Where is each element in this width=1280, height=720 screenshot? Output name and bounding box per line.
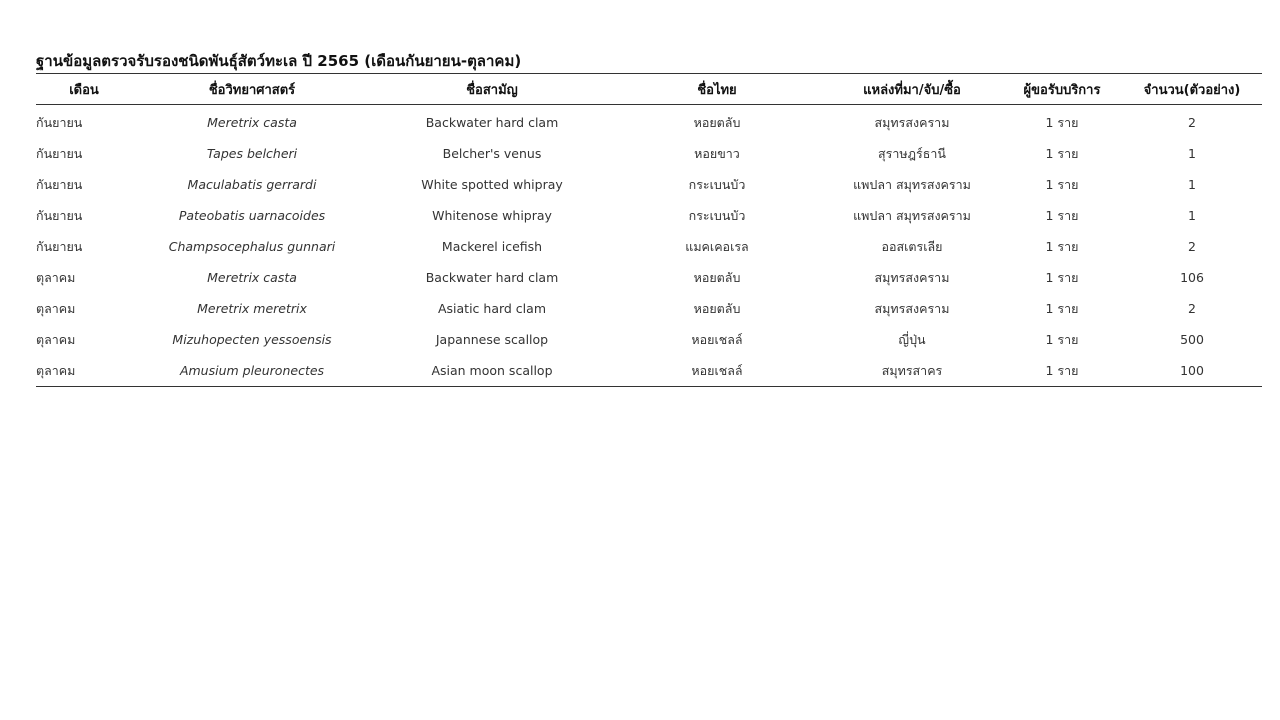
cell-thai-name: หอยเชลล์ [691,331,743,347]
header-row [36,74,1262,105]
table-row [36,324,1262,355]
cell-common-name: Backwater hard clam [425,115,559,130]
cell-thai-name: หอยเชลล์ [691,362,743,378]
cell-month: กันยายน [36,207,83,223]
cell-scientific-name: Meretrix casta [207,270,297,285]
table-row [36,231,1262,262]
cell-common-name: Asian moon scallop [431,363,553,378]
cell-thai-name: หอยตลับ [693,269,741,285]
table-row [36,293,1262,324]
cell-common-name: White spotted whipray [421,177,563,192]
table-body [36,105,1262,387]
cell-source: สมุทรสาคร [881,362,943,378]
header-scientific-name: ชื่อวิทยาศาสตร์ [208,82,296,98]
cell-requesters: 1 ราย [1045,207,1079,223]
cell-thai-name: หอยขาว [694,145,740,161]
cell-common-name: Mackerel icefish [441,239,543,254]
cell-source: ญี่ปุ่น [898,331,926,347]
cell-thai-name: กระเบนบัว [688,176,746,192]
cell-month: ตุลาคม [36,331,76,347]
cell-scientific-name: Champsocephalus gunnari [168,239,336,254]
cell-quantity: 1 [1188,208,1196,223]
cell-scientific-name: Mizuhopecten yessoensis [172,332,332,347]
cell-scientific-name: Meretrix meretrix [197,301,307,316]
cell-common-name: Asiatic hard clam [437,301,546,316]
cell-requesters: 1 ราย [1045,269,1079,285]
cell-quantity: 106 [1180,270,1204,285]
cell-quantity: 500 [1180,332,1204,347]
header-month: เดือน [69,82,99,98]
cell-quantity: 100 [1180,363,1204,378]
species-certification-table [36,73,1262,387]
cell-scientific-name: Pateobatis uarnacoides [178,208,326,223]
header-quantity: จำนวน(ตัวอย่าง) [1143,82,1241,98]
cell-month: ตุลาคม [36,300,76,316]
cell-source: สมุทรสงคราม [874,114,950,130]
cell-month: ตุลาคม [36,269,76,285]
cell-source: แพปลา สมุทรสงคราม [853,176,971,192]
cell-quantity: 1 [1188,146,1196,161]
cell-source: สมุทรสงคราม [874,300,950,316]
cell-month: กันยายน [36,176,83,192]
cell-thai-name: กระเบนบัว [688,207,746,223]
cell-month: กันยายน [36,145,83,161]
cell-quantity: 2 [1188,115,1196,130]
cell-thai-name: แมคเคอเรล [685,238,749,254]
cell-requesters: 1 ราย [1045,145,1079,161]
cell-requesters: 1 ราย [1045,362,1079,378]
cell-common-name: Whitenose whipray [432,208,552,223]
table-row [36,138,1262,169]
cell-thai-name: หอยตลับ [693,300,741,316]
cell-requesters: 1 ราย [1045,176,1079,192]
cell-source: ออสเตรเลีย [881,238,943,254]
cell-requesters: 1 ราย [1045,331,1079,347]
cell-source: สุราษฎร์ธานี [878,145,946,161]
cell-quantity: 2 [1188,239,1196,254]
cell-month: ตุลาคม [36,362,76,378]
header-common-name: ชื่อสามัญ [466,82,518,98]
table-row [36,105,1262,139]
page-title: ฐานข้อมูลตรวจรับรองชนิดพันธุ์สัตว์ทะเล ปี 2565 (เดือนกันยายน-ตุลาคม) [36,52,522,70]
table-row [36,355,1262,387]
cell-thai-name: หอยตลับ [693,114,741,130]
cell-source: สมุทรสงคราม [874,269,950,285]
cell-scientific-name: Meretrix casta [207,115,297,130]
header-thai-name: ชื่อไทย [697,82,737,98]
cell-quantity: 1 [1188,177,1196,192]
table-row [36,262,1262,293]
cell-common-name: Japannese scallop [435,332,549,347]
cell-common-name: Belcher's venus [442,146,542,161]
cell-month: กันยายน [36,238,83,254]
table-header [36,74,1262,105]
header-source: แหล่งที่มา/จับ/ซื้อ [863,82,961,98]
cell-scientific-name: Maculabatis gerrardi [187,177,317,192]
cell-month: กันยายน [36,114,83,130]
cell-scientific-name: Tapes belcheri [206,146,298,161]
cell-requesters: 1 ราย [1045,114,1079,130]
table-row [36,169,1262,200]
cell-requesters: 1 ราย [1045,238,1079,254]
cell-common-name: Backwater hard clam [425,270,559,285]
cell-requesters: 1 ราย [1045,300,1079,316]
header-requesters: ผู้ขอรับบริการ [1023,82,1101,98]
cell-source: แพปลา สมุทรสงคราม [853,207,971,223]
table-row [36,200,1262,231]
cell-quantity: 2 [1188,301,1196,316]
document [36,50,1262,387]
cell-scientific-name: Amusium pleuronectes [179,363,325,378]
